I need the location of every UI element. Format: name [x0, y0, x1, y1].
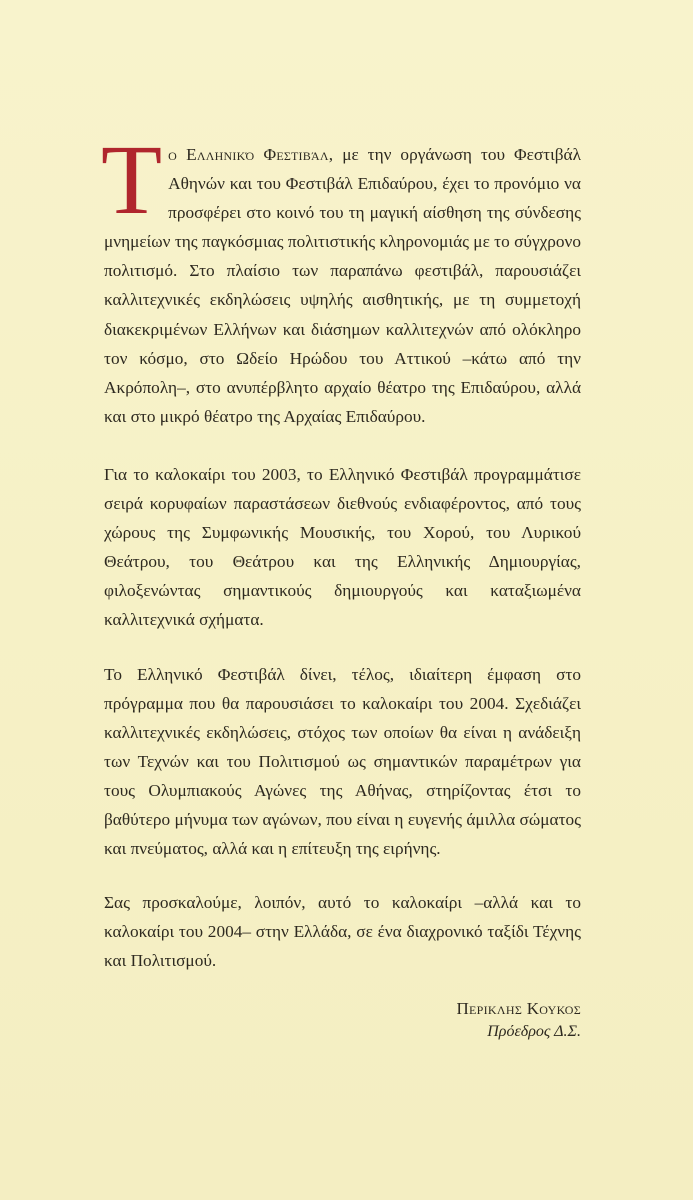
paragraph-4: Σας προσκαλούμε, λοιπόν, αυτό το καλοκαίρι –αλλά και το καλοκαίρι του 2004– στην Ελλάδα, σε ένα διαχρονικό ταξίδι Τέχνης και Πολιτισμού.	[104, 893, 581, 971]
signature-title: Πρόεδρος Δ.Σ.	[487, 1023, 581, 1041]
paragraph-1-text: με την οργάνωση του Φεστιβάλ Αθηνών και του Φεστιβάλ Επιδαύρου, έχει το προνόμιο να προσφέρει στο κοινό του τη μαγική αίσθηση της σύνδεσης μνημείων της παγκόσμιας πολιτιστικής κληρονομιάς με το σύγχρονο πολιτισμό. Στο πλαίσιο των παραπάνω φεστιβάλ, παρουσιάζει καλλιτεχνικές εκδηλώσεις υψηλής αισθητικής, με τη συμμετοχή διακεκριμένων Ελλήνων και διάσημων καλλιτεχνών από ολόκληρο τον κόσμο, στο Ωδείο Ηρώδου του Αττικού –κάτω από την Ακρόπολη–, στο ανυπέρβλητο αρχαίο θέατρο της Επιδαύρου, αλλά και στο μικρό θέατρο της Αρχαίας Επιδαύρου.	[104, 145, 581, 426]
signature	[104, 997, 581, 1043]
letter-body	[101, 124, 581, 1043]
drop-cap: Τ	[101, 124, 163, 235]
signature-name: Περικλης Κουκος	[456, 999, 581, 1019]
paragraph-3: Το Ελληνικό Φεστιβάλ δίνει, τέλος, ιδιαίτερη έμφαση στο πρόγραμμα που θα παρουσιάσει το καλοκαίρι του 2004. Σχεδιάζει καλλιτεχνικές εκδηλώσεις, στόχος των οποίων θα είναι η ανάδειξη των Τεχνών και του Πολιτισμού ως σημαντικών παραμέτρων για τους Ολυμπιακούς Αγώνες της Αθήνας, στηρίζοντας έτσι το βαθύτερο μήνυμα των αγώνων, που είναι η ευγενής άμιλλα σώματος και πνεύματος, αλλά και η επίτευξη της ειρήνης.	[104, 664, 581, 859]
paragraph-1	[101, 124, 581, 431]
paragraph-2: Για το καλοκαίρι του 2003, το Ελληνικό Φεστιβάλ προγραμμάτισε σειρά κορυφαίων παραστάσεων διεθνούς ενδιαφέροντος, από τους χώρους της Συμφωνικής Μουσικής, του Χορού, του Λυρικού Θεάτρου, του Θεάτρου και της Ελληνικής Δημιουργίας, φιλοξενώντας σημαντικούς δημιουργούς και καταξιωμένα καλλιτεχνικά σχήματα.	[104, 464, 581, 630]
festival-name: ο Ελληνικό Φεστιβάλ,	[168, 145, 334, 164]
